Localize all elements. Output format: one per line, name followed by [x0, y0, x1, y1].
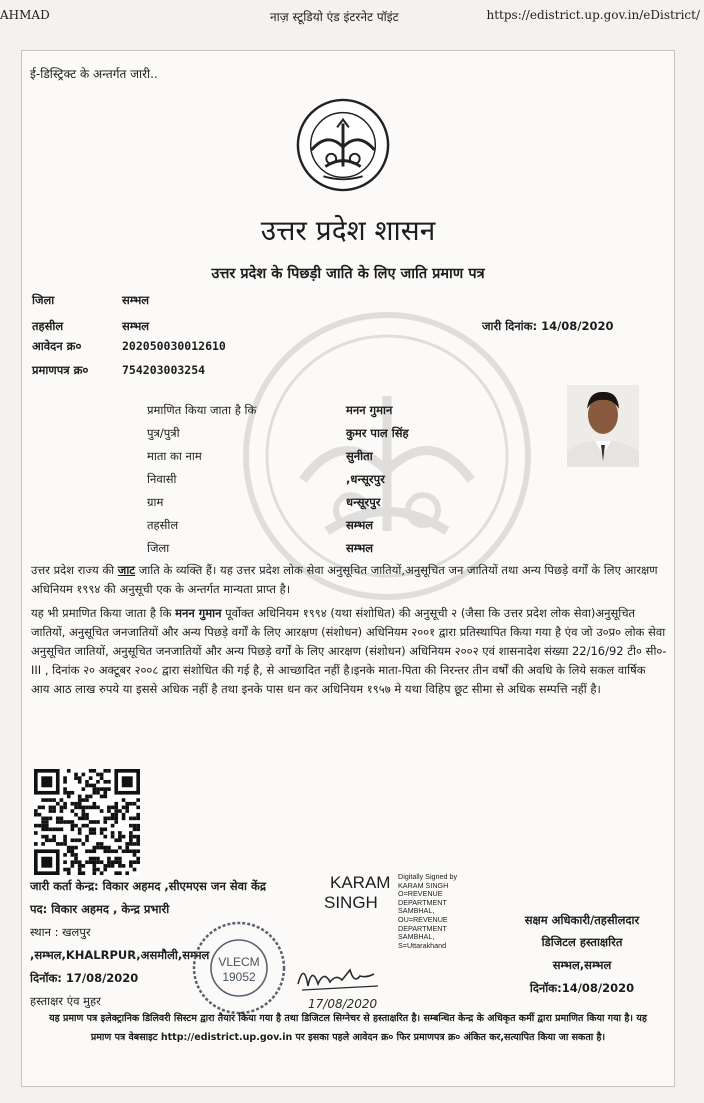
qr-code [34, 769, 140, 875]
district-value: सम्भल [122, 293, 150, 307]
detail-district-label: जिला [147, 541, 170, 555]
detail-resident-label: निवासी [147, 472, 177, 486]
detail-village-label: ग्राम [147, 495, 164, 509]
issuer-address: ,सम्भल,KHALRPUR,असमौली,सम्भल [30, 948, 210, 962]
detail-child-of-label: पुत्र/पुत्री [147, 426, 180, 440]
state-emblem-icon [294, 96, 392, 194]
issuer-place: स्थान : खलपुर [30, 925, 91, 939]
svg-text:VLECM: VLECM [218, 955, 260, 969]
detail-mother-label: माता का नाम [147, 449, 202, 463]
tehsil-value: सम्भल [122, 319, 150, 333]
issuer-date: दिनॉक: 17/08/2020 [30, 971, 139, 985]
vlecm-seal-stamp [189, 919, 289, 1017]
detail-name-value: मनन गुमान [346, 403, 393, 417]
header-left-text: AHMAD [0, 8, 50, 22]
declaration-paragraph: यह भी प्रमाणित किया जाता है कि मनन गुमान पूर्वोक्त अधिनियम १९९४ (यथा संशोधित) की अनुसूची २ (जैसा कि उत्तर प्रदेश लोक सेवा)अनुसूचित जातियों, अनुसूचित जनजातियों और अन्य पिछड़े वर्गों के लिए आरक्षण (संशोधन) अधिनियम २००१ द्वारा प्रतिस्थापित किया गया है एंव जो उ०प्र० लोक सेवा अनुसूचित जातियों, अनुसूचित जनजातियों और अन्य पिछड़े वर्गों के लिए आरक्षण (संशोधन) अधिनियम २००२ एवं शासनादेश संख्या 22/16/92 टी० सी०-III , दिनांक २० अक्टूबर २००८ द्वारा संशोधित की गई है, से आच्छादित नहीं है।इनके माता-पिता की निरन्तर तीन वर्षों की अवधि के लिये सकल वार्षिक आय आठ लाख रुपये या इससे अधिक नहीं है तथा इनके पास धन कर अधिनियम १९५७ मे यथा विहिप छूट सीमा से अधिक सम्पत्ति नहीं है। [31, 606, 667, 696]
tehsil-label: तहसील [32, 319, 64, 333]
officer-digitally-signed: डिजिटल हस्ताक्षरित [541, 935, 623, 949]
detail-district-value: सम्भल [346, 541, 374, 555]
application-no-value: 202050030012610 [122, 339, 226, 353]
issuer-center: जारी कर्ता केन्द्र: विकार अहमद ,सीएमएस जन सेवा केंद्र [30, 879, 266, 893]
footer-note: यह प्रमाण पत्र इलेक्ट्रानिक डिलिवरी सिस्टम द्वारा तैयार किया गया है तथा डिजिटल सिग्नेचर से हस्ताक्षरित है। सम्बन्धित केन्द्र के अधिकृत कर्मी द्वारा प्रमाणित किया गया है। यह प्रमाण पत्र वेबसाइट http://edistrict.up.gov.in पर इसका पहले आवेदन क्र० फिर प्रमाणपत्र क्र० अंकित कर,सत्यापित किया जा सकता है। [49, 1013, 647, 1043]
header-shop-name: नाज़ स्टूडियो एंड इंटरनेट पॉइंट [270, 10, 399, 24]
handwritten-signature [294, 956, 384, 1016]
officer-date: दिनॉक:14/08/2020 [529, 981, 635, 995]
gov-title: उत्तर प्रदेश शासन [260, 214, 436, 247]
caste-paragraph: उत्तर प्रदेश राज्य की जाट जाति के व्यक्ति हैं। यह उत्तर प्रदेश लोक सेवा अनुसूचित जातियों,अनुसूचित जन जातियों तथा अन्य पिछड़े वर्गों के लिए आरक्षण अधिनियम १९९४ की अनुसूची एक के अन्तर्गत मान्यता प्राप्त है। [31, 563, 658, 596]
officer-title: सक्षम अधिकारी/तहसीलदार [524, 913, 640, 927]
detail-resident-value: ,धन्सूरपुर [346, 472, 385, 486]
digital-signer-name: KARAM SINGH [324, 873, 391, 912]
detail-certified-label: प्रमाणित किया जाता है कि [147, 403, 257, 417]
detail-father-value: कुमर पाल सिंह [346, 426, 409, 440]
detail-tehsil-value: सम्भल [346, 518, 374, 532]
detail-tehsil-label: तहसील [147, 518, 179, 532]
district-label: जिला [32, 293, 55, 307]
certificate-no-value: 754203003254 [122, 363, 206, 377]
issued-under-label: ई-डिस्ट्रिक्ट के अन्तर्गत जारी.. [30, 67, 158, 81]
sign-and-seal-label: हस्ताक्षर एंव मुहर [30, 994, 101, 1008]
caste-name: जाट [117, 563, 136, 577]
svg-text:17/08/2020: 17/08/2020 [308, 997, 378, 1011]
svg-text:19052: 19052 [222, 970, 256, 984]
issue-date: जारी दिनांक: 14/08/2020 [482, 319, 614, 333]
person-name: मनन गुमान [175, 606, 222, 620]
issuer-post: पद: विकार अहमद , केन्द्र प्रभारी [30, 902, 170, 916]
applicant-photo [567, 385, 639, 467]
application-no-label: आवेदन क्र० [32, 339, 82, 353]
officer-place: सम्भल,सम्भल [552, 958, 612, 972]
detail-mother-value: सुनीता [346, 449, 373, 463]
certificate-title: उत्तर प्रदेश के पिछड़ी जाति के लिए जाति प्रमाण पत्र [211, 266, 485, 282]
digital-signature-details: Digitally Signed by KARAM SINGH O=REVENUE DEPARTMENT SAMBHAL, OU=REVENUE DEPARTMENT SAMBHAL, S=Uttarakhand [398, 872, 458, 950]
certificate-page [21, 50, 675, 1087]
detail-village-value: धन्सूरपुर [346, 495, 381, 509]
certificate-no-label: प्रमाणपत्र क्र० [32, 363, 89, 377]
header-url: https://edistrict.up.gov.in/eDistrict/ [486, 8, 700, 22]
